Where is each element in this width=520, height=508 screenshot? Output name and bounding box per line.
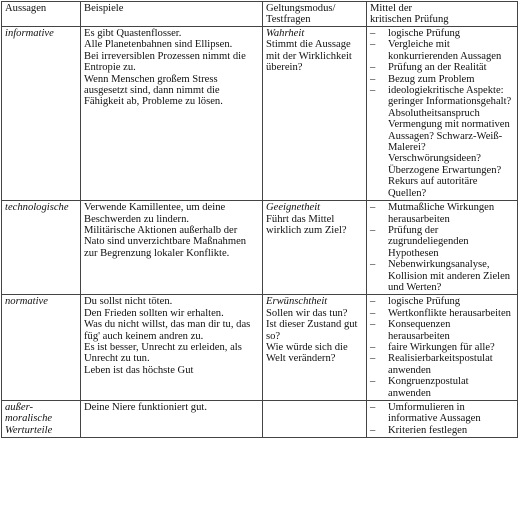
means-text: Kriterien festlegen xyxy=(388,424,468,436)
list-item xyxy=(370,62,514,73)
dash-bullet-icon: – xyxy=(370,259,376,271)
critical-means-cell xyxy=(367,401,518,438)
statement-type: technologische xyxy=(5,202,69,214)
means-text: Mutmaßliche Wirkungen herausarbeiten xyxy=(388,202,495,225)
means-text: Wertkonflikte herausarbeiten xyxy=(388,307,511,319)
list-item xyxy=(370,74,514,85)
dash-bullet-icon: – xyxy=(370,202,376,214)
example-text: Alle Planetenbahnen sind Ellipsen. xyxy=(84,39,233,51)
statement-type: informative xyxy=(5,28,54,39)
means-text: faire Wirkungen für alle? xyxy=(388,341,495,353)
example-text: Den Frieden sollten wir erhalten. xyxy=(84,307,224,319)
table-body xyxy=(2,27,518,438)
example-text: Deine Niere funktioniert gut. xyxy=(84,402,207,413)
examples-cell xyxy=(81,401,263,438)
critical-means-cell xyxy=(367,201,518,295)
table-row xyxy=(2,201,518,295)
list-item xyxy=(370,39,514,62)
means-list xyxy=(370,28,514,199)
test-question: Stimmt die Aussage mit der Wirklichkeit überein? xyxy=(266,39,352,74)
validity-mode-cell xyxy=(263,401,367,438)
test-question: Ist dieser Zustand gut so? xyxy=(266,319,358,342)
means-text: logische Prüfung xyxy=(388,296,461,308)
critical-means-cell xyxy=(367,27,518,201)
means-list xyxy=(370,296,514,399)
header-row xyxy=(2,2,518,27)
dash-bullet-icon: – xyxy=(370,39,376,51)
statement-type: moralische xyxy=(5,413,53,425)
list-item xyxy=(370,85,514,199)
example-text: Verwende Kamillentee, um deine Beschwerden zu lindern. xyxy=(84,202,226,225)
means-text: logische Prüfung xyxy=(388,28,461,39)
example-text: Militärische Aktionen außerhalb der Nato sind unverzichtbare Maßnahmen zur Begrenzung lokaler Konflikte. xyxy=(84,224,247,259)
dash-bullet-icon: – xyxy=(370,28,376,39)
list-item xyxy=(370,308,514,319)
example-text: Was du nicht willst, das man dir tu, das füg' auch keinem andren zu. xyxy=(84,319,251,342)
list-item xyxy=(370,259,514,293)
dash-bullet-icon: – xyxy=(370,296,376,308)
means-text: ideologiekritische Aspekte: geringer Informationsgehalt? Absolutheitsanspruch Vermengung mit normativen Aussagen? Schwarz-Weiß-Malerei? Verschwörungsideen? Überzogene Erwartungen? Rekurs auf autoritäre Quellen? xyxy=(388,85,512,199)
statement-type-cell xyxy=(2,201,81,295)
dash-bullet-icon: – xyxy=(370,353,376,365)
dash-bullet-icon: – xyxy=(370,402,376,413)
example-text: Leben ist das höchste Gut xyxy=(84,364,194,376)
header-critical-means: Mittel der kritischen Prüfung xyxy=(367,2,518,27)
dash-bullet-icon: – xyxy=(370,307,376,319)
dash-bullet-icon: – xyxy=(370,224,376,236)
header-statements: Aussagen xyxy=(2,2,81,27)
examples-cell xyxy=(81,27,263,201)
means-text: Nebenwirkungsanalyse, Kollision mit anderen Zielen und Werten? xyxy=(388,259,511,293)
statement-type-cell xyxy=(2,401,81,438)
dash-bullet-icon: – xyxy=(370,319,376,331)
examples-cell xyxy=(81,295,263,401)
validity-mode-cell xyxy=(263,201,367,295)
validity-mode: Erwünschtheit xyxy=(266,296,328,308)
means-text: Kongruenzpostulat anwenden xyxy=(388,376,469,399)
list-item xyxy=(370,28,514,39)
dash-bullet-icon: – xyxy=(370,341,376,353)
list-item xyxy=(370,425,514,436)
test-question: Sollen wir das tun? xyxy=(266,307,348,319)
means-list xyxy=(370,402,514,436)
list-item xyxy=(370,319,514,342)
example-text: Bei irreversiblen Prozessen nimmt die Entropie zu. xyxy=(84,50,246,74)
table-row xyxy=(2,27,518,201)
statement-type: normative xyxy=(5,296,48,308)
list-item xyxy=(370,353,514,376)
statement-type: Werturteile xyxy=(5,424,53,436)
test-question: Wie würde sich die Welt verändern? xyxy=(266,341,348,365)
example-text: Wenn Menschen großem Stress ausgesetzt sind, dann nimmt die Fähigkeit ab, Probleme zu lösen. xyxy=(84,73,223,108)
header-examples: Beispiele xyxy=(81,2,263,27)
validity-mode: Wahrheit xyxy=(266,28,305,39)
table-row xyxy=(2,401,518,438)
means-text: Realisierbarkeitspostulat anwenden xyxy=(388,353,493,376)
means-text: Umformulieren in informative Aussagen xyxy=(388,402,481,425)
statement-type-cell xyxy=(2,27,81,201)
list-item xyxy=(370,202,514,225)
criteria-table xyxy=(1,1,518,438)
validity-mode-cell xyxy=(263,27,367,201)
list-item xyxy=(370,296,514,307)
dash-bullet-icon: – xyxy=(370,85,376,97)
means-text: Vergleiche mit konkurrierenden Aussagen xyxy=(388,39,502,62)
test-question: Führt das Mittel wirklich zum Ziel? xyxy=(266,213,347,236)
dash-bullet-icon: – xyxy=(370,424,376,436)
validity-mode: Geeignetheit xyxy=(266,202,321,214)
means-text: Prüfung der zugrundeliegenden Hypothesen xyxy=(388,224,469,259)
means-list xyxy=(370,202,514,293)
example-text: Es ist besser, Unrecht zu erleiden, als Unrecht zu tun. xyxy=(84,341,242,365)
dash-bullet-icon: – xyxy=(370,73,376,85)
header-validity-mode: Geltungsmodus/ Testfragen xyxy=(263,2,367,27)
validity-mode-cell xyxy=(263,295,367,401)
example-text: Es gibt Quastenflosser. xyxy=(84,28,182,39)
critical-means-cell xyxy=(367,295,518,401)
list-item xyxy=(370,376,514,399)
list-item xyxy=(370,402,514,425)
examples-cell xyxy=(81,201,263,295)
list-item xyxy=(370,342,514,353)
dash-bullet-icon: – xyxy=(370,376,376,388)
means-text: Konsequenzen herausarbeiten xyxy=(388,319,451,342)
statement-type: außer- xyxy=(5,402,34,413)
statement-type-cell xyxy=(2,295,81,401)
example-text: Du sollst nicht töten. xyxy=(84,296,173,308)
table-row xyxy=(2,295,518,401)
means-text: Bezug zum Problem xyxy=(388,73,475,85)
list-item xyxy=(370,225,514,259)
means-text: Prüfung an der Realität xyxy=(388,62,487,74)
dash-bullet-icon: – xyxy=(370,62,376,74)
